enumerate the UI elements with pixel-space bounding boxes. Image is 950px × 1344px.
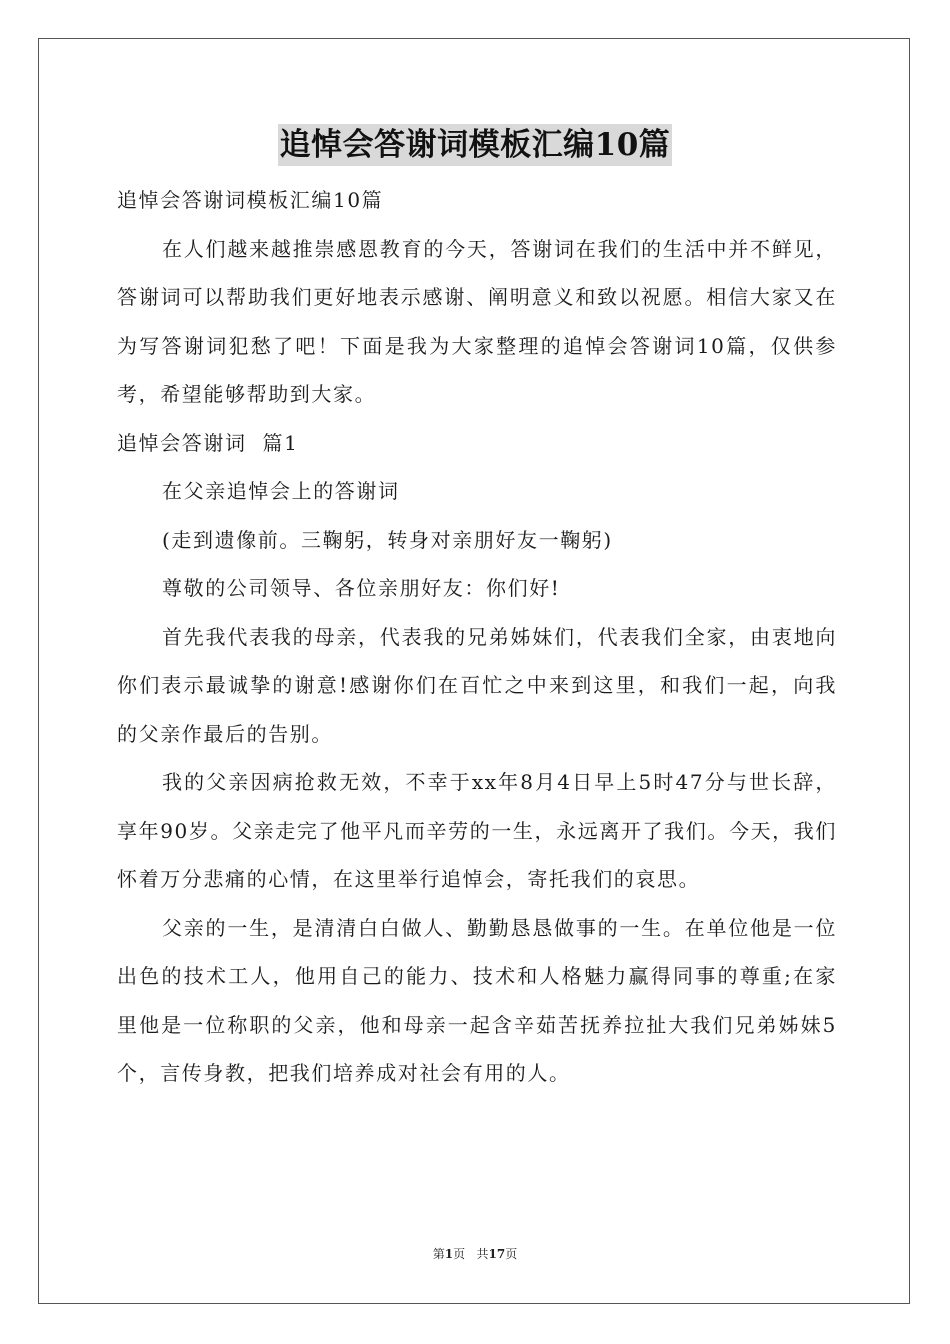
- title-container: [0, 124, 950, 166]
- page-suffix: 页: [505, 1247, 518, 1261]
- document-body: [117, 176, 837, 1098]
- page-mid: 页 共: [453, 1247, 489, 1261]
- paragraph: 我的父亲因病抢救无效，不幸于xx年8月4日早上5时47分与世长辞，享年90岁。父亲走完了他平凡而辛劳的一生，永远离开了我们。今天，我们怀着万分悲痛的心情，在这里举行追悼会，寄托我们的哀思。: [117, 770, 837, 891]
- page-total: 17: [488, 1247, 506, 1261]
- document-title: 追悼会答谢词模板汇编10篇: [278, 124, 673, 166]
- intro-paragraph: 在人们越来越推崇感恩教育的今天，答谢词在我们的生活中并不鲜见，答谢词可以帮助我们更好地表示感谢、阐明意义和致以祝愿。相信大家又在为写答谢词犯愁了吧！下面是我为大家整理的追悼会答谢词10篇，仅供参考，希望能够帮助到大家。: [117, 236, 837, 406]
- paragraph: 在父亲追悼会上的答谢词: [162, 479, 400, 503]
- subtitle: 追悼会答谢词模板汇编10篇: [117, 188, 384, 212]
- page-prefix: 第: [432, 1247, 445, 1261]
- page-footer: [0, 1246, 950, 1262]
- paragraph: 尊敬的公司领导、各位亲朋好友：你们好!: [162, 576, 561, 600]
- section-heading: 追悼会答谢词 篇1: [117, 430, 299, 455]
- paragraph: (走到遗像前。三鞠躬，转身对亲朋好友一鞠躬): [162, 527, 613, 552]
- paragraph: 首先我代表我的母亲，代表我的兄弟姊妹们，代表我们全家，由衷地向你们表示最诚挚的谢意!感谢你们在百忙之中来到这里，和我们一起，向我的父亲作最后的告别。: [117, 624, 837, 746]
- page-current: 1: [444, 1247, 454, 1261]
- paragraph: 父亲的一生，是清清白白做人、勤勤恳恳做事的一生。在单位他是一位出色的技术工人，他用自己的能力、技术和人格魅力赢得同事的尊重;在家里他是一位称职的父亲，他和母亲一起含辛茹苦抚养拉扯大我们兄弟姊妹5个，言传身教，把我们培养成对社会有用的人。: [117, 915, 837, 1085]
